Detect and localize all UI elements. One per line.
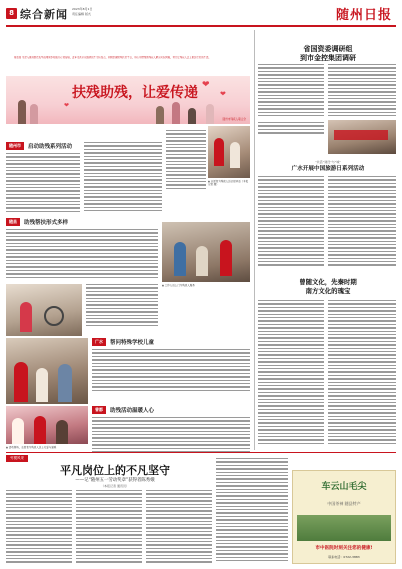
text-column (92, 417, 250, 457)
text-column (258, 122, 324, 140)
section-title: 启动助残系列活动 (28, 144, 73, 150)
headline-line: 到市金控集团调研 (300, 53, 356, 62)
headline-line: 曾随文化，先秦时期 (299, 278, 357, 286)
mid-headline: 广水开展中国旅游日系列活动 (291, 166, 365, 172)
section-title: 综合新闻 (20, 8, 68, 21)
section-rule (6, 452, 396, 453)
ad-title: 车云山毛尖 (321, 482, 367, 492)
headline-line: 省国资委调研组 (303, 44, 353, 53)
text-column (76, 490, 142, 566)
photo-children (6, 338, 88, 404)
section-tag: 随县 (6, 218, 20, 226)
bottom-author: （本报记者 通讯员） (101, 484, 129, 488)
ad-contact: 联系电话：0722-3883 (328, 555, 360, 559)
section-tag: 随州市 (6, 142, 24, 150)
section-title: 助残帮扶形式多样 (24, 220, 69, 226)
text-column (146, 490, 212, 566)
newspaper-logo: 随州日报 (335, 8, 392, 23)
banner-image (6, 76, 250, 124)
bottom-subtitle: ——记“随州五一劳动奖章”获得者陈秀娥 (75, 478, 155, 483)
mid-kicker: “共话”建设”与“城” (315, 160, 341, 164)
photo-volunteers (208, 126, 250, 178)
header-meta (72, 7, 92, 16)
heart-icon: ❤ (64, 102, 70, 109)
text-column (86, 284, 158, 330)
text-column (328, 64, 396, 120)
header-date: 2023年8月1日 (72, 7, 93, 11)
intro-text: 编者按 为深入推进脱贫攻坚成果同乡村振兴有效衔接，近年来我市以服务民生为出发点，积极搭建助残扶贫平台，用心用情帮助残疾人解决实际困难，努力让残疾人过上更加美好的生活。 (14, 56, 211, 59)
section-head-1 (6, 142, 72, 150)
photo-tourism (328, 120, 396, 154)
person-figure (30, 104, 38, 124)
section-tag: 曾都 (92, 406, 106, 414)
section-tag: 广水 (92, 338, 106, 346)
text-column (328, 176, 396, 272)
person-figure (206, 104, 214, 124)
banner-logo: 随州市残疾人联合会 (222, 118, 246, 121)
person-figure (18, 100, 26, 124)
text-column (166, 130, 206, 194)
photo-caption: ▲ 工作人员上门为残疾人服务 (162, 284, 195, 287)
text-column (92, 349, 250, 399)
headline-line: 南方文化的瑰宝 (305, 286, 351, 295)
column-divider (254, 30, 255, 450)
text-column (84, 142, 162, 214)
text-column (258, 64, 324, 120)
section-head-3 (92, 338, 154, 346)
section-head-2 (6, 218, 68, 226)
section-title: 助残活动温暖人心 (110, 408, 155, 414)
page-header (0, 0, 402, 32)
text-column (258, 300, 324, 450)
bottom-kicker: 劳模风采 (6, 455, 28, 462)
banner-title: 扶残助残，让爱传递 (72, 85, 198, 101)
person-figure (188, 108, 196, 124)
right-headline-1 (262, 44, 394, 62)
text-column (6, 229, 158, 281)
photo-caption: ▲ 志愿者为残疾人送去慰问品（本报记者 摄） (208, 180, 249, 187)
ad-slogan: 中国茶神 随县特产 (327, 501, 361, 506)
person-figure (156, 106, 164, 124)
photo-caption: ▲ 活动现场，志愿者为残疾人送上关爱与温暖 (6, 446, 57, 449)
text-column (328, 300, 396, 450)
section-head-4 (92, 406, 154, 414)
section-title: 帮问特殊学校儿童 (110, 340, 155, 346)
advertisement[interactable] (292, 470, 396, 564)
lower-headline (262, 278, 394, 295)
text-column (216, 458, 288, 566)
text-column (258, 176, 324, 272)
heart-icon: ❤ (202, 80, 210, 90)
photo-wheelchair (6, 284, 82, 336)
photo-service (162, 222, 250, 282)
ad-sub: 市中医院时刻关注您的健康! (315, 546, 373, 551)
text-column (6, 153, 80, 215)
person-figure (172, 102, 180, 124)
photo-event (6, 406, 88, 444)
header-editor: 责任编辑 版式 (72, 11, 91, 16)
heart-icon: ❤ (220, 90, 226, 98)
ad-banner (297, 515, 391, 541)
bottom-title: 平凡岗位上的不凡坚守 (60, 464, 170, 477)
page-number: 8 (6, 8, 17, 19)
header-rule (6, 25, 396, 27)
text-column (6, 490, 72, 566)
